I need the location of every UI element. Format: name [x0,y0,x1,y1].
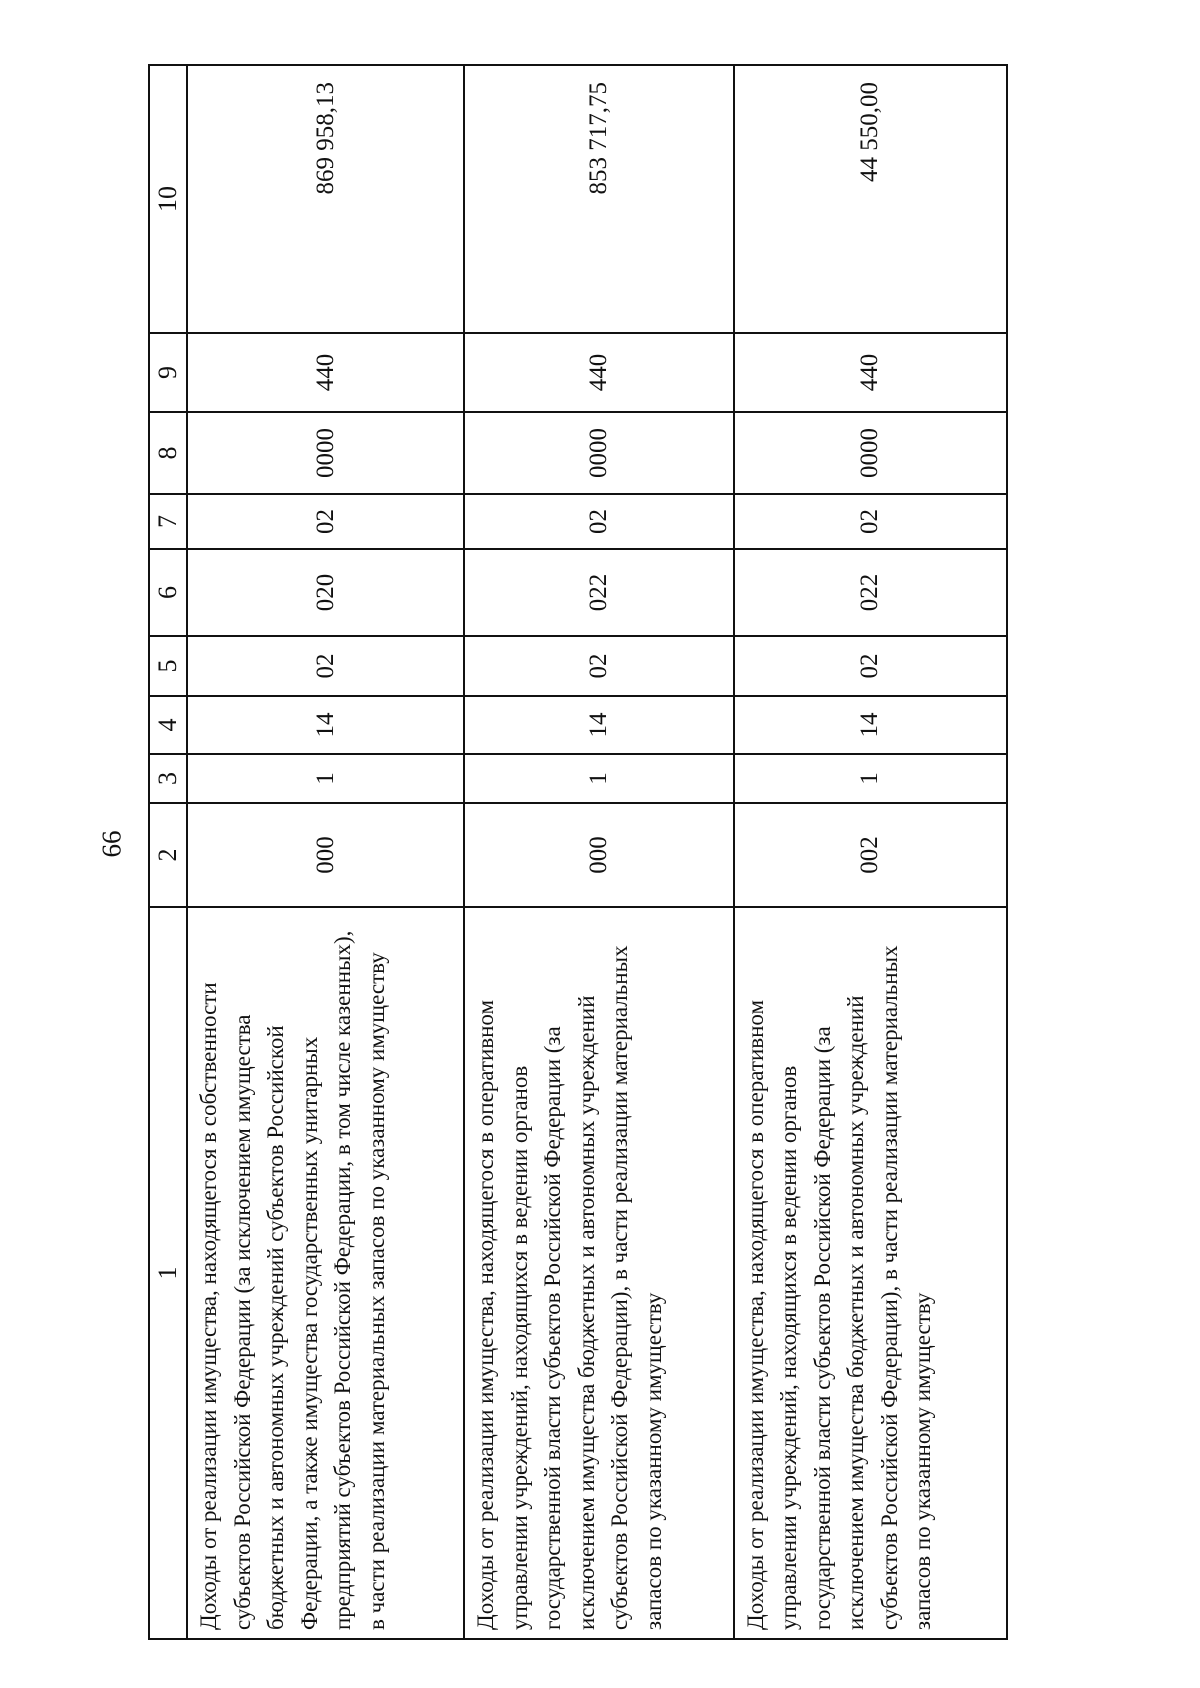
page-number: 66 [96,830,127,858]
header-cell-10: 10 [149,65,187,333]
header-cell-8: 8 [149,412,187,494]
row-description: Доходы от реализации имущества, находящегося в оперативном управлении учреждений, находящихся в ведении органов государственной власти субъектов Российской Федерации (за исключением имущества бюджетных и автономных учреждений субъектов Российской Федерации), в части реализации материальных запасов по указанному имуществу [464,907,733,1639]
code-subarticle: 020 [187,549,464,636]
code-economic: 440 [734,333,1007,412]
code-element: 02 [464,494,733,549]
code-article: 02 [464,636,733,696]
row-description: Доходы от реализации имущества, находящегося в собственности субъектов Российской Федерации (за исключением имущества бюджетных и автономных учреждений субъектов Российской Федерации, а также имущества государственных унитарных предприятий субъектов Российской Федерации, в том числе казенных), в части реализации материальных запасов по указанному имуществу [187,907,464,1639]
code-program: 0000 [187,412,464,494]
amount-value: 853 717,75 [464,65,733,333]
table-row [187,65,464,1639]
code-subgroup: 14 [187,696,464,754]
header-cell-7: 7 [149,494,187,549]
code-subarticle: 022 [734,549,1007,636]
code-program: 0000 [734,412,1007,494]
code-article: 02 [734,636,1007,696]
code-subgroup: 14 [464,696,733,754]
code-economic: 440 [464,333,733,412]
code-element: 02 [734,494,1007,549]
table-row [734,65,1007,1639]
code-element: 02 [187,494,464,549]
code-economic: 440 [187,333,464,412]
header-cell-2: 2 [149,803,187,907]
code-admin: 000 [187,803,464,907]
code-program: 0000 [464,412,733,494]
header-cell-6: 6 [149,549,187,636]
amount-value: 869 958,13 [187,65,464,333]
code-group: 1 [464,754,733,803]
header-cell-3: 3 [149,754,187,803]
code-group: 1 [187,754,464,803]
header-cell-1: 1 [149,907,187,1639]
table-row [464,65,733,1639]
header-cell-9: 9 [149,333,187,412]
revenue-table [148,64,1008,1640]
row-description: Доходы от реализации имущества, находящегося в оперативном управлении учреждений, находящихся в ведении органов государственной власти субъектов Российской Федерации (за исключением имущества бюджетных и автономных учреждений субъектов Российской Федерации), в части реализации материальных запасов по указанному имуществу [734,907,1007,1639]
code-group: 1 [734,754,1007,803]
header-cell-4: 4 [149,696,187,754]
header-cell-5: 5 [149,636,187,696]
code-admin: 000 [464,803,733,907]
code-subgroup: 14 [734,696,1007,754]
rotated-table-container [148,66,1008,1640]
code-subarticle: 022 [464,549,733,636]
code-admin: 002 [734,803,1007,907]
header-row [149,65,187,1639]
code-article: 02 [187,636,464,696]
amount-value: 44 550,00 [734,65,1007,333]
